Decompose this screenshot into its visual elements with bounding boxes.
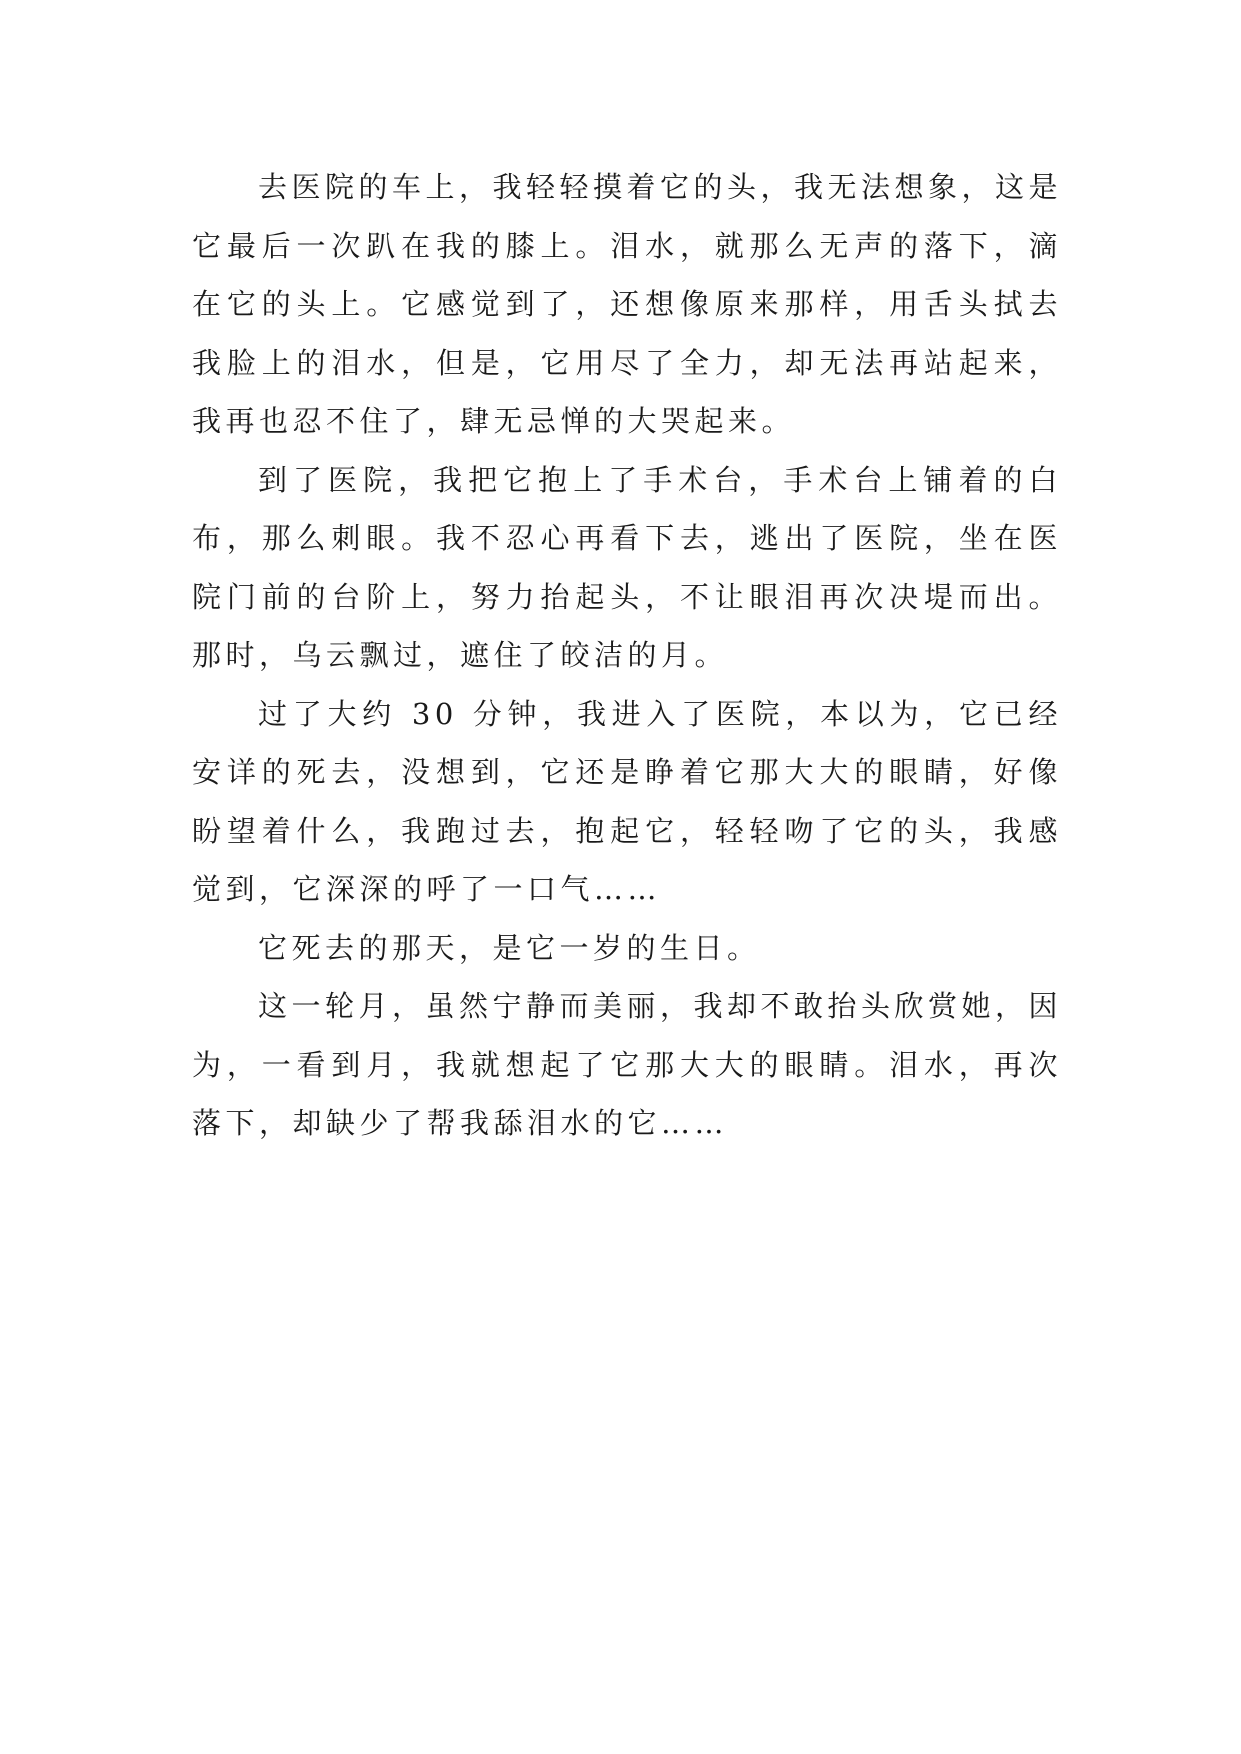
paragraph-3: 过了大约 30 分钟，我进入了医院，本以为，它已经安详的死去，没想到，它还是睁着它那大大的眼睛，好像盼望着什么，我跑过去，抱起它，轻轻吻了它的头，我感觉到，它深深的呼了一口气……	[192, 696, 1062, 906]
paragraph-5: 这一轮月，虽然宁静而美丽，我却不敢抬头欣赏她，因为，一看到月，我就想起了它那大大的眼睛。泪水，再次落下，却缺少了帮我舔泪水的它……	[192, 989, 1063, 1140]
paragraph-4: 它死去的那天，是它一岁的生日。	[258, 930, 761, 965]
paragraph-1: 去医院的车上，我轻轻摸着它的头，我无法想象，这是它最后一次趴在我的膝上。泪水，就那么无声的落下，滴在它的头上。它感觉到了，还想像原来那样，用舌头拭去我脸上的泪水，但是，它用尽了全力，却无法再站起来，我再也忍不住了，肆无忌惮的大哭起来。	[192, 170, 1063, 438]
paragraph-2: 到了医院，我把它抱上了手术台，手术台上铺着的白布，那么刺眼。我不忍心再看下去，逃出了医院，坐在医院门前的台阶上，努力抬起头，不让眼泪再次决堤而出。那时，乌云飘过，遮住了皎洁的月。	[192, 462, 1062, 672]
document-body	[192, 158, 1062, 1153]
